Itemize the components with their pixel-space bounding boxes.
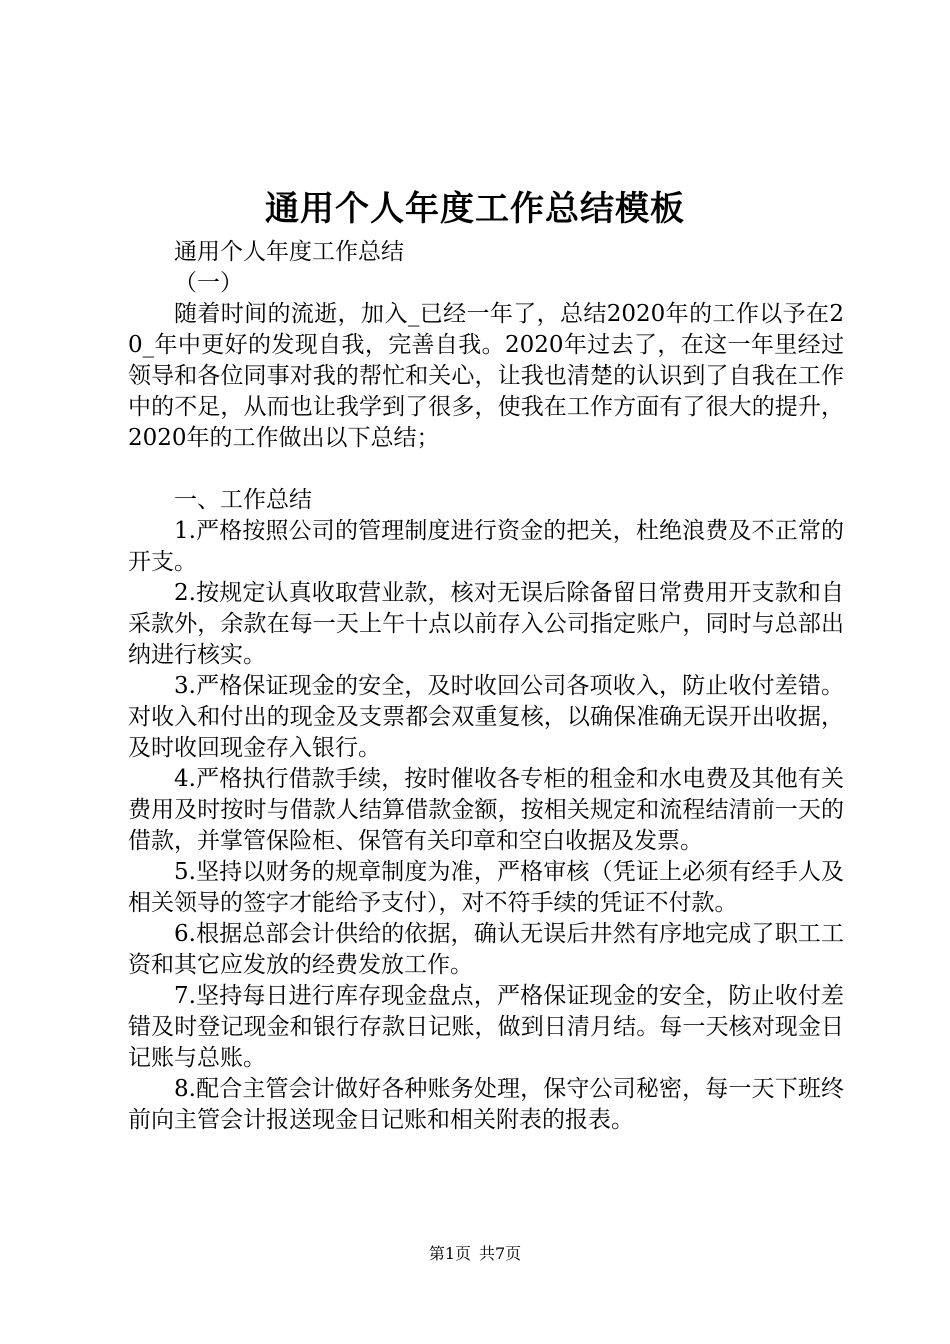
document-title: 通用个人年度工作总结模板: [265, 189, 685, 229]
list-item: 8.配合主管会计做好各种账务处理，保守公司秘密，每一天下班终前向主管会计报送现金日记账和相关附表的报表。: [128, 1076, 844, 1133]
list-item: 7.坚持每日进行库存现金盘点，严格保证现金的安全，防止收付差错及时登记现金和银行存款日记账，做到日清月结。每一天核对现金日记账与总账。: [128, 983, 844, 1071]
intro-paragraph: 随着时间的流逝，加入_已经一年了，总结2020年的工作以予在20_年中更好的发现自我，完善自我。2020年过去了，在这一年里经过领导和各位同事对我的帮忙和关心，让我也清楚的认识到了自我在工作中的不足，从而也让我学到了很多，使我在工作方面有了很大的提升，2020年的工作做出以下总结；: [128, 301, 844, 451]
document-subtitle: 通用个人年度工作总结: [174, 239, 404, 265]
section-marker: （一）: [174, 270, 243, 296]
list-item: 2.按规定认真收取营业款，核对无误后除备留日常费用开支款和自采款外，余款在每一天上午十点以前存入公司指定账户，同时与总部出纳进行核实。: [128, 580, 844, 668]
list-item: 1.严格按照公司的管理制度进行资金的把关，杜绝浪费及不正常的开支。: [128, 518, 844, 575]
list-item: 6.根据总部会计供给的依据，确认无误后井然有序地完成了职工工资和其它应发放的经费发放工作。: [128, 921, 844, 978]
list-item: 4.严格执行借款手续，按时催收各专柜的租金和水电费及其他有关费用及时按时与借款人结算借款金额，按相关规定和流程结清前一天的借款，并掌管保险柜、保管有关印章和空白收据及发票。: [128, 766, 844, 854]
list-item: 3.严格保证现金的安全，及时收回公司各项收入，防止收付差错。对收入和付出的现金及支票都会双重复核，以确保准确无误开出收据，及时收回现金存入银行。: [128, 673, 844, 761]
document-body: [128, 237, 844, 1136]
page-number: 第1页: [428, 1244, 471, 1263]
list-item: 5.坚持以财务的规章制度为准，严格审核（凭证上必须有经手人及相关领导的签字才能给予支付），对不符手续的凭证不付款。: [128, 859, 844, 916]
page-total: 共7页: [479, 1244, 522, 1263]
section-heading: 一、工作总结: [174, 487, 312, 513]
page-footer: [0, 1243, 950, 1265]
